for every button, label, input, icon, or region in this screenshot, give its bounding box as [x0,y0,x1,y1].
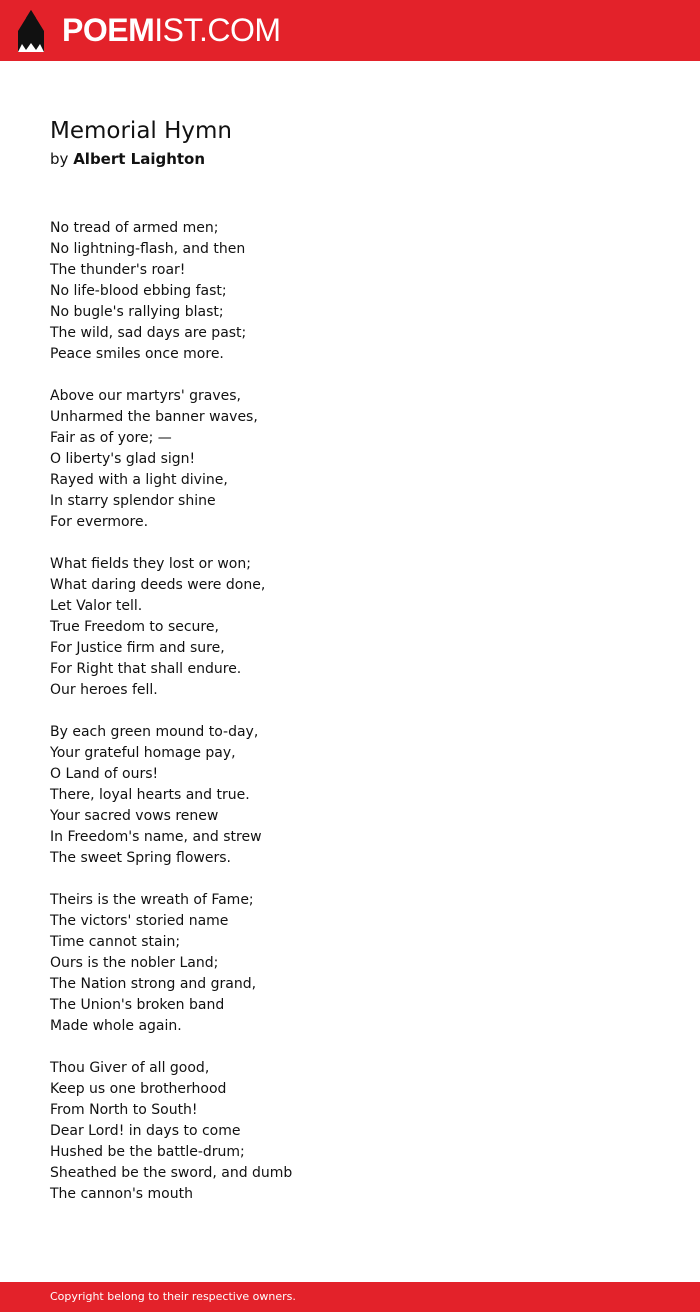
poem-line: From North to South! [50,1102,198,1118]
poem-line: Sheathed be the sword, and dumb [50,1165,293,1181]
poem-line: No bugle's rallying blast; [50,304,224,320]
poem-stanza [50,386,650,533]
poem-line: The thunder's roar! [50,262,186,278]
poem-line: Ours is the nobler Land; [50,955,219,971]
poem-line: Unharmed the banner waves, [50,409,258,425]
poem-stanza [50,722,650,869]
poem-line: The wild, sad days are past; [50,325,247,341]
poem-body [50,218,650,1226]
poem-line: O liberty's glad sign! [50,451,196,467]
poem-line: What daring deeds were done, [50,577,266,593]
poem-line: There, loyal hearts and true. [50,787,250,803]
poem-line: Your sacred vows renew [50,808,219,824]
poem-line: No tread of armed men; [50,220,219,236]
poem-line: In Freedom's name, and strew [50,829,262,845]
poem-line: True Freedom to secure, [50,619,219,635]
site-footer [0,1282,700,1312]
poem-line: By each green mound to-day, [50,724,259,740]
poem-author: Albert Laighton [73,150,206,168]
poem-line: Dear Lord! in days to come [50,1123,241,1139]
poem-line: Made whole again. [50,1018,182,1034]
poem-byline [50,148,205,170]
poem-stanza [50,890,650,1037]
site-brand-link[interactable] [62,12,281,48]
poem-line: Keep us one brotherhood [50,1081,227,1097]
poem-line: No life-blood ebbing fast; [50,283,227,299]
poem-line: Your grateful homage pay, [50,745,236,761]
copyright-text: Copyright belong to their respective owners. [50,1290,296,1303]
poem-line: For Justice firm and sure, [50,640,225,656]
poem-line: The sweet Spring flowers. [50,850,231,866]
poem-line: Theirs is the wreath of Fame; [50,892,254,908]
poem-line: The victors' storied name [50,913,229,929]
brand-bold-text: POEM [62,12,155,48]
poem-line: The Nation strong and grand, [50,976,257,992]
brand-light-text: IST.COM [154,12,281,48]
pencil-logo-icon[interactable] [18,10,44,52]
poem-line: Thou Giver of all good, [50,1060,210,1076]
poem-line: For evermore. [50,514,149,530]
poem-stanza [50,218,650,365]
poem-line: The Union's broken band [50,997,225,1013]
poem-line: Hushed be the battle-drum; [50,1144,245,1160]
poem-line: Time cannot stain; [50,934,181,950]
poem-line: Rayed with a light divine, [50,472,228,488]
poem-stanza [50,1058,650,1205]
poem-line: Let Valor tell. [50,598,143,614]
poem-line: In starry splendor shine [50,493,216,509]
poem-line: Above our martyrs' graves, [50,388,241,404]
site-header [0,0,700,61]
poem-line: O Land of ours! [50,766,159,782]
poem-line: No lightning-flash, and then [50,241,246,257]
poem-line: What fields they lost or won; [50,556,251,572]
poem-line: For Right that shall endure. [50,661,242,677]
poem-line: The cannon's mouth [50,1186,193,1202]
poem-line: Our heroes fell. [50,682,158,698]
poem-stanza [50,554,650,701]
poem-line: Peace smiles once more. [50,346,224,362]
byline-prefix: by [50,150,69,168]
poem-title: Memorial Hymn [50,118,233,144]
poem-line: Fair as of yore; — [50,430,172,446]
